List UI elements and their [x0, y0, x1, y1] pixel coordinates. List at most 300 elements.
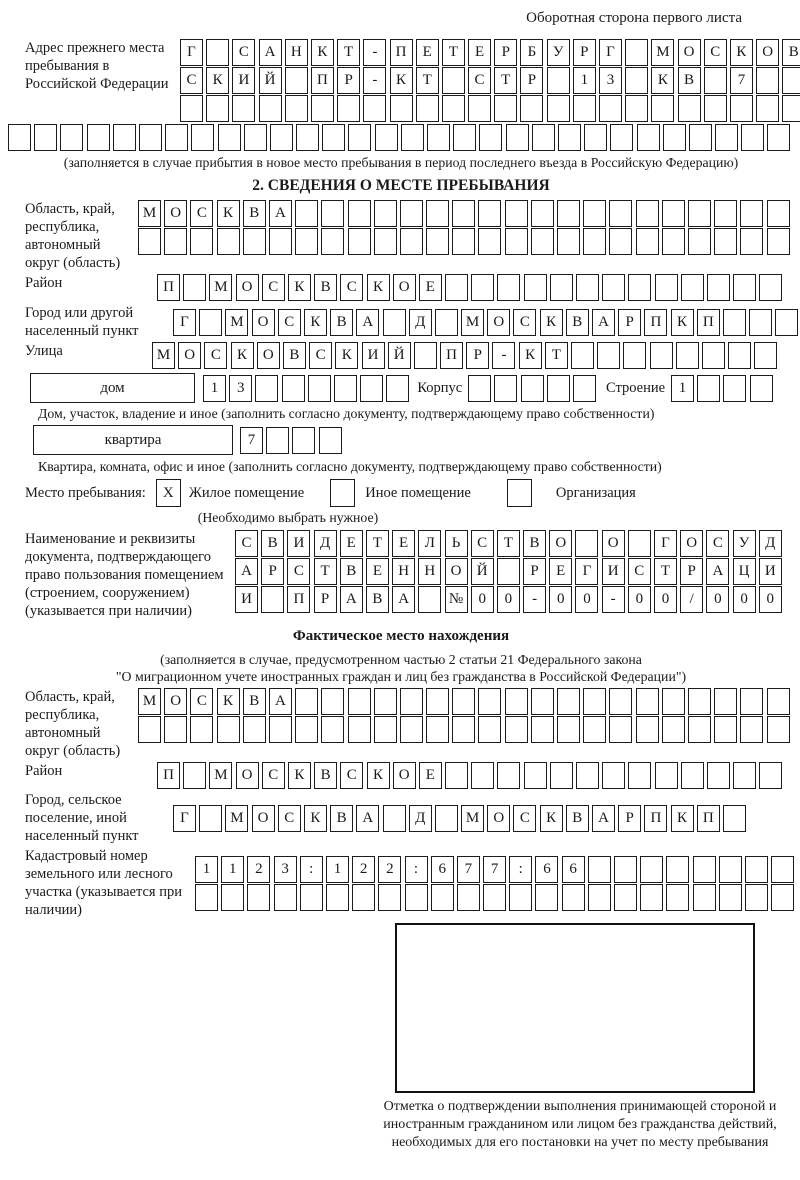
char-cell[interactable]: Р [680, 558, 703, 585]
char-cell[interactable]: С [513, 309, 536, 336]
char-cell[interactable]: И [362, 342, 385, 369]
char-cell[interactable]: О [678, 39, 701, 66]
char-cell[interactable]: О [252, 309, 275, 336]
char-cell[interactable]: А [269, 200, 292, 227]
char-cell[interactable]: В [261, 530, 284, 557]
char-cell[interactable] [733, 762, 756, 789]
char-cell[interactable] [750, 375, 773, 402]
char-cell[interactable] [655, 274, 678, 301]
char-cell[interactable] [199, 309, 222, 336]
char-cell[interactable] [334, 375, 357, 402]
char-cell[interactable] [308, 375, 331, 402]
char-cell[interactable] [707, 762, 730, 789]
char-cell[interactable]: 6 [535, 856, 558, 883]
checkbox-organizatsiya[interactable] [507, 479, 532, 507]
char-cell[interactable] [274, 884, 297, 911]
char-cell[interactable] [378, 884, 401, 911]
char-cell[interactable] [678, 95, 701, 122]
char-cell[interactable] [34, 124, 57, 151]
char-cell[interactable]: Т [494, 67, 517, 94]
char-cell[interactable]: П [311, 67, 334, 94]
char-cell[interactable]: К [288, 274, 311, 301]
char-cell[interactable] [745, 884, 768, 911]
char-cell[interactable]: О [393, 762, 416, 789]
char-cell[interactable]: В [330, 309, 353, 336]
char-cell[interactable]: О [164, 200, 187, 227]
char-cell[interactable]: В [678, 67, 701, 94]
char-cell[interactable]: 7 [457, 856, 480, 883]
char-cell[interactable]: : [405, 856, 428, 883]
char-cell[interactable] [640, 856, 663, 883]
char-cell[interactable]: 0 [575, 586, 598, 613]
char-cell[interactable] [266, 427, 289, 454]
char-cell[interactable] [576, 274, 599, 301]
char-cell[interactable]: К [304, 309, 327, 336]
char-cell[interactable] [232, 95, 255, 122]
char-cell[interactable] [719, 856, 742, 883]
char-cell[interactable] [651, 95, 674, 122]
char-cell[interactable] [662, 200, 685, 227]
char-cell[interactable] [688, 716, 711, 743]
char-cell[interactable] [321, 716, 344, 743]
char-cell[interactable] [405, 884, 428, 911]
char-cell[interactable] [259, 95, 282, 122]
char-cell[interactable]: С [706, 530, 729, 557]
char-cell[interactable] [728, 342, 751, 369]
char-cell[interactable] [453, 124, 476, 151]
char-cell[interactable] [87, 124, 110, 151]
char-cell[interactable] [714, 716, 737, 743]
char-cell[interactable] [191, 124, 214, 151]
char-cell[interactable]: А [356, 805, 379, 832]
char-cell[interactable] [374, 228, 397, 255]
char-cell[interactable]: С [278, 309, 301, 336]
char-cell[interactable]: Р [618, 805, 641, 832]
char-cell[interactable] [636, 228, 659, 255]
char-cell[interactable] [723, 309, 746, 336]
char-cell[interactable] [400, 200, 423, 227]
char-cell[interactable]: К [540, 805, 563, 832]
char-cell[interactable] [782, 67, 800, 94]
char-cell[interactable]: 7 [730, 67, 753, 94]
char-cell[interactable]: Р [520, 67, 543, 94]
char-cell[interactable] [383, 309, 406, 336]
char-cell[interactable]: К [367, 274, 390, 301]
char-cell[interactable] [269, 228, 292, 255]
char-cell[interactable]: С [471, 530, 494, 557]
char-cell[interactable] [688, 228, 711, 255]
char-cell[interactable] [505, 716, 528, 743]
char-cell[interactable] [8, 124, 31, 151]
char-cell[interactable]: Б [520, 39, 543, 66]
char-cell[interactable]: - [363, 67, 386, 94]
char-cell[interactable]: Г [654, 530, 677, 557]
char-cell[interactable] [609, 200, 632, 227]
char-cell[interactable] [468, 375, 491, 402]
char-cell[interactable]: С [704, 39, 727, 66]
char-cell[interactable] [681, 762, 704, 789]
char-cell[interactable] [183, 274, 206, 301]
char-cell[interactable] [506, 124, 529, 151]
char-cell[interactable] [662, 228, 685, 255]
char-cell[interactable] [625, 67, 648, 94]
char-cell[interactable] [583, 228, 606, 255]
char-cell[interactable]: : [509, 856, 532, 883]
char-cell[interactable] [531, 228, 554, 255]
char-cell[interactable]: П [697, 805, 720, 832]
char-cell[interactable]: В [243, 688, 266, 715]
char-cell[interactable] [218, 124, 241, 151]
char-cell[interactable] [532, 124, 555, 151]
char-cell[interactable] [583, 200, 606, 227]
char-cell[interactable]: У [733, 530, 756, 557]
char-cell[interactable]: Г [173, 805, 196, 832]
char-cell[interactable] [662, 716, 685, 743]
char-cell[interactable]: О [602, 530, 625, 557]
char-cell[interactable]: / [680, 586, 703, 613]
char-cell[interactable]: Й [259, 67, 282, 94]
char-cell[interactable] [756, 95, 779, 122]
char-cell[interactable]: В [566, 309, 589, 336]
char-cell[interactable] [255, 375, 278, 402]
char-cell[interactable]: О [445, 558, 468, 585]
char-cell[interactable] [584, 124, 607, 151]
char-cell[interactable] [741, 124, 764, 151]
char-cell[interactable]: Е [549, 558, 572, 585]
char-cell[interactable] [707, 274, 730, 301]
char-cell[interactable] [754, 342, 777, 369]
char-cell[interactable] [597, 342, 620, 369]
char-cell[interactable] [435, 805, 458, 832]
char-cell[interactable]: К [304, 805, 327, 832]
char-cell[interactable] [348, 200, 371, 227]
char-cell[interactable] [497, 274, 520, 301]
char-cell[interactable] [623, 342, 646, 369]
char-cell[interactable]: 6 [562, 856, 585, 883]
char-cell[interactable]: 0 [549, 586, 572, 613]
char-cell[interactable] [625, 39, 648, 66]
char-cell[interactable] [494, 95, 517, 122]
char-cell[interactable] [723, 375, 746, 402]
char-cell[interactable]: С [340, 762, 363, 789]
char-cell[interactable]: 3 [274, 856, 297, 883]
char-cell[interactable] [588, 856, 611, 883]
char-cell[interactable]: П [157, 762, 180, 789]
char-cell[interactable] [401, 124, 424, 151]
char-cell[interactable] [583, 716, 606, 743]
char-cell[interactable]: И [235, 586, 258, 613]
char-cell[interactable]: О [257, 342, 280, 369]
char-cell[interactable]: И [232, 67, 255, 94]
char-cell[interactable] [445, 274, 468, 301]
char-cell[interactable]: М [152, 342, 175, 369]
char-cell[interactable] [414, 342, 437, 369]
char-cell[interactable] [478, 228, 501, 255]
char-cell[interactable]: А [356, 309, 379, 336]
char-cell[interactable]: Е [340, 530, 363, 557]
char-cell[interactable] [557, 688, 580, 715]
char-cell[interactable]: К [390, 67, 413, 94]
char-cell[interactable] [714, 200, 737, 227]
char-cell[interactable] [628, 530, 651, 557]
char-cell[interactable]: 0 [759, 586, 782, 613]
char-cell[interactable] [550, 762, 573, 789]
char-cell[interactable] [557, 200, 580, 227]
char-cell[interactable]: А [235, 558, 258, 585]
char-cell[interactable]: М [138, 200, 161, 227]
dom-type-box[interactable]: дом [30, 373, 195, 403]
char-cell[interactable]: : [300, 856, 323, 883]
char-cell[interactable]: Р [618, 309, 641, 336]
char-cell[interactable]: К [671, 805, 694, 832]
char-cell[interactable] [573, 95, 596, 122]
char-cell[interactable] [733, 274, 756, 301]
char-cell[interactable] [625, 95, 648, 122]
char-cell[interactable] [509, 884, 532, 911]
char-cell[interactable]: 0 [628, 586, 651, 613]
char-cell[interactable]: М [461, 805, 484, 832]
char-cell[interactable]: К [519, 342, 542, 369]
char-cell[interactable] [363, 95, 386, 122]
char-cell[interactable]: О [236, 762, 259, 789]
char-cell[interactable]: А [269, 688, 292, 715]
char-cell[interactable] [452, 716, 475, 743]
char-cell[interactable] [452, 688, 475, 715]
char-cell[interactable]: С [204, 342, 227, 369]
char-cell[interactable]: 7 [240, 427, 263, 454]
char-cell[interactable]: А [259, 39, 282, 66]
char-cell[interactable] [576, 762, 599, 789]
char-cell[interactable]: О [487, 805, 510, 832]
char-cell[interactable]: П [287, 586, 310, 613]
char-cell[interactable] [292, 427, 315, 454]
char-cell[interactable]: Н [285, 39, 308, 66]
char-cell[interactable]: С [287, 558, 310, 585]
char-cell[interactable] [505, 228, 528, 255]
char-cell[interactable] [295, 228, 318, 255]
char-cell[interactable] [217, 716, 240, 743]
char-cell[interactable] [400, 228, 423, 255]
char-cell[interactable]: В [782, 39, 800, 66]
char-cell[interactable]: С [309, 342, 332, 369]
char-cell[interactable]: Т [314, 558, 337, 585]
char-cell[interactable] [138, 228, 161, 255]
char-cell[interactable] [375, 124, 398, 151]
char-cell[interactable]: В [523, 530, 546, 557]
char-cell[interactable] [247, 884, 270, 911]
char-cell[interactable]: Н [392, 558, 415, 585]
char-cell[interactable] [520, 95, 543, 122]
char-cell[interactable] [609, 716, 632, 743]
char-cell[interactable] [666, 884, 689, 911]
char-cell[interactable] [636, 688, 659, 715]
char-cell[interactable]: 1 [221, 856, 244, 883]
char-cell[interactable] [471, 762, 494, 789]
char-cell[interactable]: М [225, 805, 248, 832]
char-cell[interactable] [374, 716, 397, 743]
char-cell[interactable]: 1 [326, 856, 349, 883]
char-cell[interactable]: В [314, 274, 337, 301]
char-cell[interactable]: - [523, 586, 546, 613]
char-cell[interactable] [771, 884, 794, 911]
char-cell[interactable]: 2 [378, 856, 401, 883]
char-cell[interactable] [270, 124, 293, 151]
char-cell[interactable] [300, 884, 323, 911]
char-cell[interactable] [689, 124, 712, 151]
char-cell[interactable] [688, 688, 711, 715]
char-cell[interactable] [558, 124, 581, 151]
char-cell[interactable]: В [283, 342, 306, 369]
char-cell[interactable] [767, 228, 790, 255]
char-cell[interactable] [427, 124, 450, 151]
char-cell[interactable] [483, 884, 506, 911]
char-cell[interactable] [719, 884, 742, 911]
char-cell[interactable] [666, 856, 689, 883]
char-cell[interactable]: Т [416, 67, 439, 94]
char-cell[interactable]: С [513, 805, 536, 832]
char-cell[interactable] [524, 274, 547, 301]
char-cell[interactable] [457, 884, 480, 911]
char-cell[interactable] [418, 586, 441, 613]
char-cell[interactable]: К [651, 67, 674, 94]
char-cell[interactable]: П [644, 309, 667, 336]
char-cell[interactable] [767, 688, 790, 715]
char-cell[interactable] [531, 716, 554, 743]
char-cell[interactable] [243, 228, 266, 255]
char-cell[interactable] [190, 716, 213, 743]
char-cell[interactable] [547, 375, 570, 402]
char-cell[interactable] [550, 274, 573, 301]
char-cell[interactable] [636, 200, 659, 227]
char-cell[interactable] [759, 762, 782, 789]
char-cell[interactable] [352, 884, 375, 911]
char-cell[interactable]: Й [471, 558, 494, 585]
char-cell[interactable] [478, 716, 501, 743]
char-cell[interactable]: К [217, 200, 240, 227]
char-cell[interactable]: С [190, 200, 213, 227]
char-cell[interactable] [400, 716, 423, 743]
char-cell[interactable] [676, 342, 699, 369]
char-cell[interactable] [244, 124, 267, 151]
char-cell[interactable] [494, 375, 517, 402]
char-cell[interactable]: Г [575, 558, 598, 585]
char-cell[interactable] [655, 762, 678, 789]
char-cell[interactable] [321, 228, 344, 255]
char-cell[interactable] [195, 884, 218, 911]
char-cell[interactable] [782, 95, 800, 122]
char-cell[interactable]: С [340, 274, 363, 301]
char-cell[interactable]: О [164, 688, 187, 715]
char-cell[interactable] [206, 95, 229, 122]
char-cell[interactable]: № [445, 586, 468, 613]
char-cell[interactable]: 1 [573, 67, 596, 94]
char-cell[interactable]: Н [418, 558, 441, 585]
char-cell[interactable] [321, 688, 344, 715]
char-cell[interactable] [575, 530, 598, 557]
char-cell[interactable]: Ц [733, 558, 756, 585]
char-cell[interactable]: Д [409, 805, 432, 832]
char-cell[interactable]: 0 [654, 586, 677, 613]
char-cell[interactable] [322, 124, 345, 151]
char-cell[interactable] [557, 228, 580, 255]
char-cell[interactable] [282, 375, 305, 402]
char-cell[interactable] [759, 274, 782, 301]
char-cell[interactable] [390, 95, 413, 122]
char-cell[interactable]: М [138, 688, 161, 715]
char-cell[interactable] [756, 67, 779, 94]
char-cell[interactable]: 2 [352, 856, 375, 883]
char-cell[interactable] [740, 228, 763, 255]
char-cell[interactable]: К [311, 39, 334, 66]
char-cell[interactable] [749, 309, 772, 336]
char-cell[interactable]: - [363, 39, 386, 66]
char-cell[interactable] [468, 95, 491, 122]
char-cell[interactable]: М [209, 274, 232, 301]
char-cell[interactable]: Г [173, 309, 196, 336]
char-cell[interactable] [740, 200, 763, 227]
char-cell[interactable]: Т [497, 530, 520, 557]
char-cell[interactable]: К [335, 342, 358, 369]
char-cell[interactable]: Д [759, 530, 782, 557]
char-cell[interactable]: А [592, 309, 615, 336]
char-cell[interactable] [426, 716, 449, 743]
char-cell[interactable] [740, 716, 763, 743]
char-cell[interactable] [714, 228, 737, 255]
char-cell[interactable]: 0 [733, 586, 756, 613]
char-cell[interactable]: У [547, 39, 570, 66]
char-cell[interactable]: 3 [599, 67, 622, 94]
char-cell[interactable]: О [549, 530, 572, 557]
char-cell[interactable] [400, 688, 423, 715]
char-cell[interactable] [693, 884, 716, 911]
char-cell[interactable]: К [671, 309, 694, 336]
char-cell[interactable]: Г [180, 39, 203, 66]
char-cell[interactable] [531, 688, 554, 715]
char-cell[interactable] [139, 124, 162, 151]
char-cell[interactable] [547, 95, 570, 122]
char-cell[interactable] [295, 716, 318, 743]
char-cell[interactable]: С [278, 805, 301, 832]
char-cell[interactable] [295, 688, 318, 715]
char-cell[interactable]: И [759, 558, 782, 585]
char-cell[interactable] [165, 124, 188, 151]
char-cell[interactable]: К [206, 67, 229, 94]
char-cell[interactable]: Е [468, 39, 491, 66]
char-cell[interactable] [60, 124, 83, 151]
char-cell[interactable]: О [252, 805, 275, 832]
char-cell[interactable] [348, 688, 371, 715]
char-cell[interactable] [383, 805, 406, 832]
char-cell[interactable] [296, 124, 319, 151]
char-cell[interactable] [775, 309, 798, 336]
char-cell[interactable]: Й [388, 342, 411, 369]
char-cell[interactable] [704, 67, 727, 94]
char-cell[interactable]: К [367, 762, 390, 789]
char-cell[interactable] [557, 716, 580, 743]
char-cell[interactable] [602, 762, 625, 789]
char-cell[interactable]: М [461, 309, 484, 336]
char-cell[interactable] [442, 67, 465, 94]
char-cell[interactable]: Т [654, 558, 677, 585]
char-cell[interactable] [348, 716, 371, 743]
char-cell[interactable] [583, 688, 606, 715]
char-cell[interactable]: П [157, 274, 180, 301]
char-cell[interactable] [767, 716, 790, 743]
char-cell[interactable]: Т [545, 342, 568, 369]
char-cell[interactable] [319, 427, 342, 454]
char-cell[interactable] [571, 342, 594, 369]
char-cell[interactable] [221, 884, 244, 911]
